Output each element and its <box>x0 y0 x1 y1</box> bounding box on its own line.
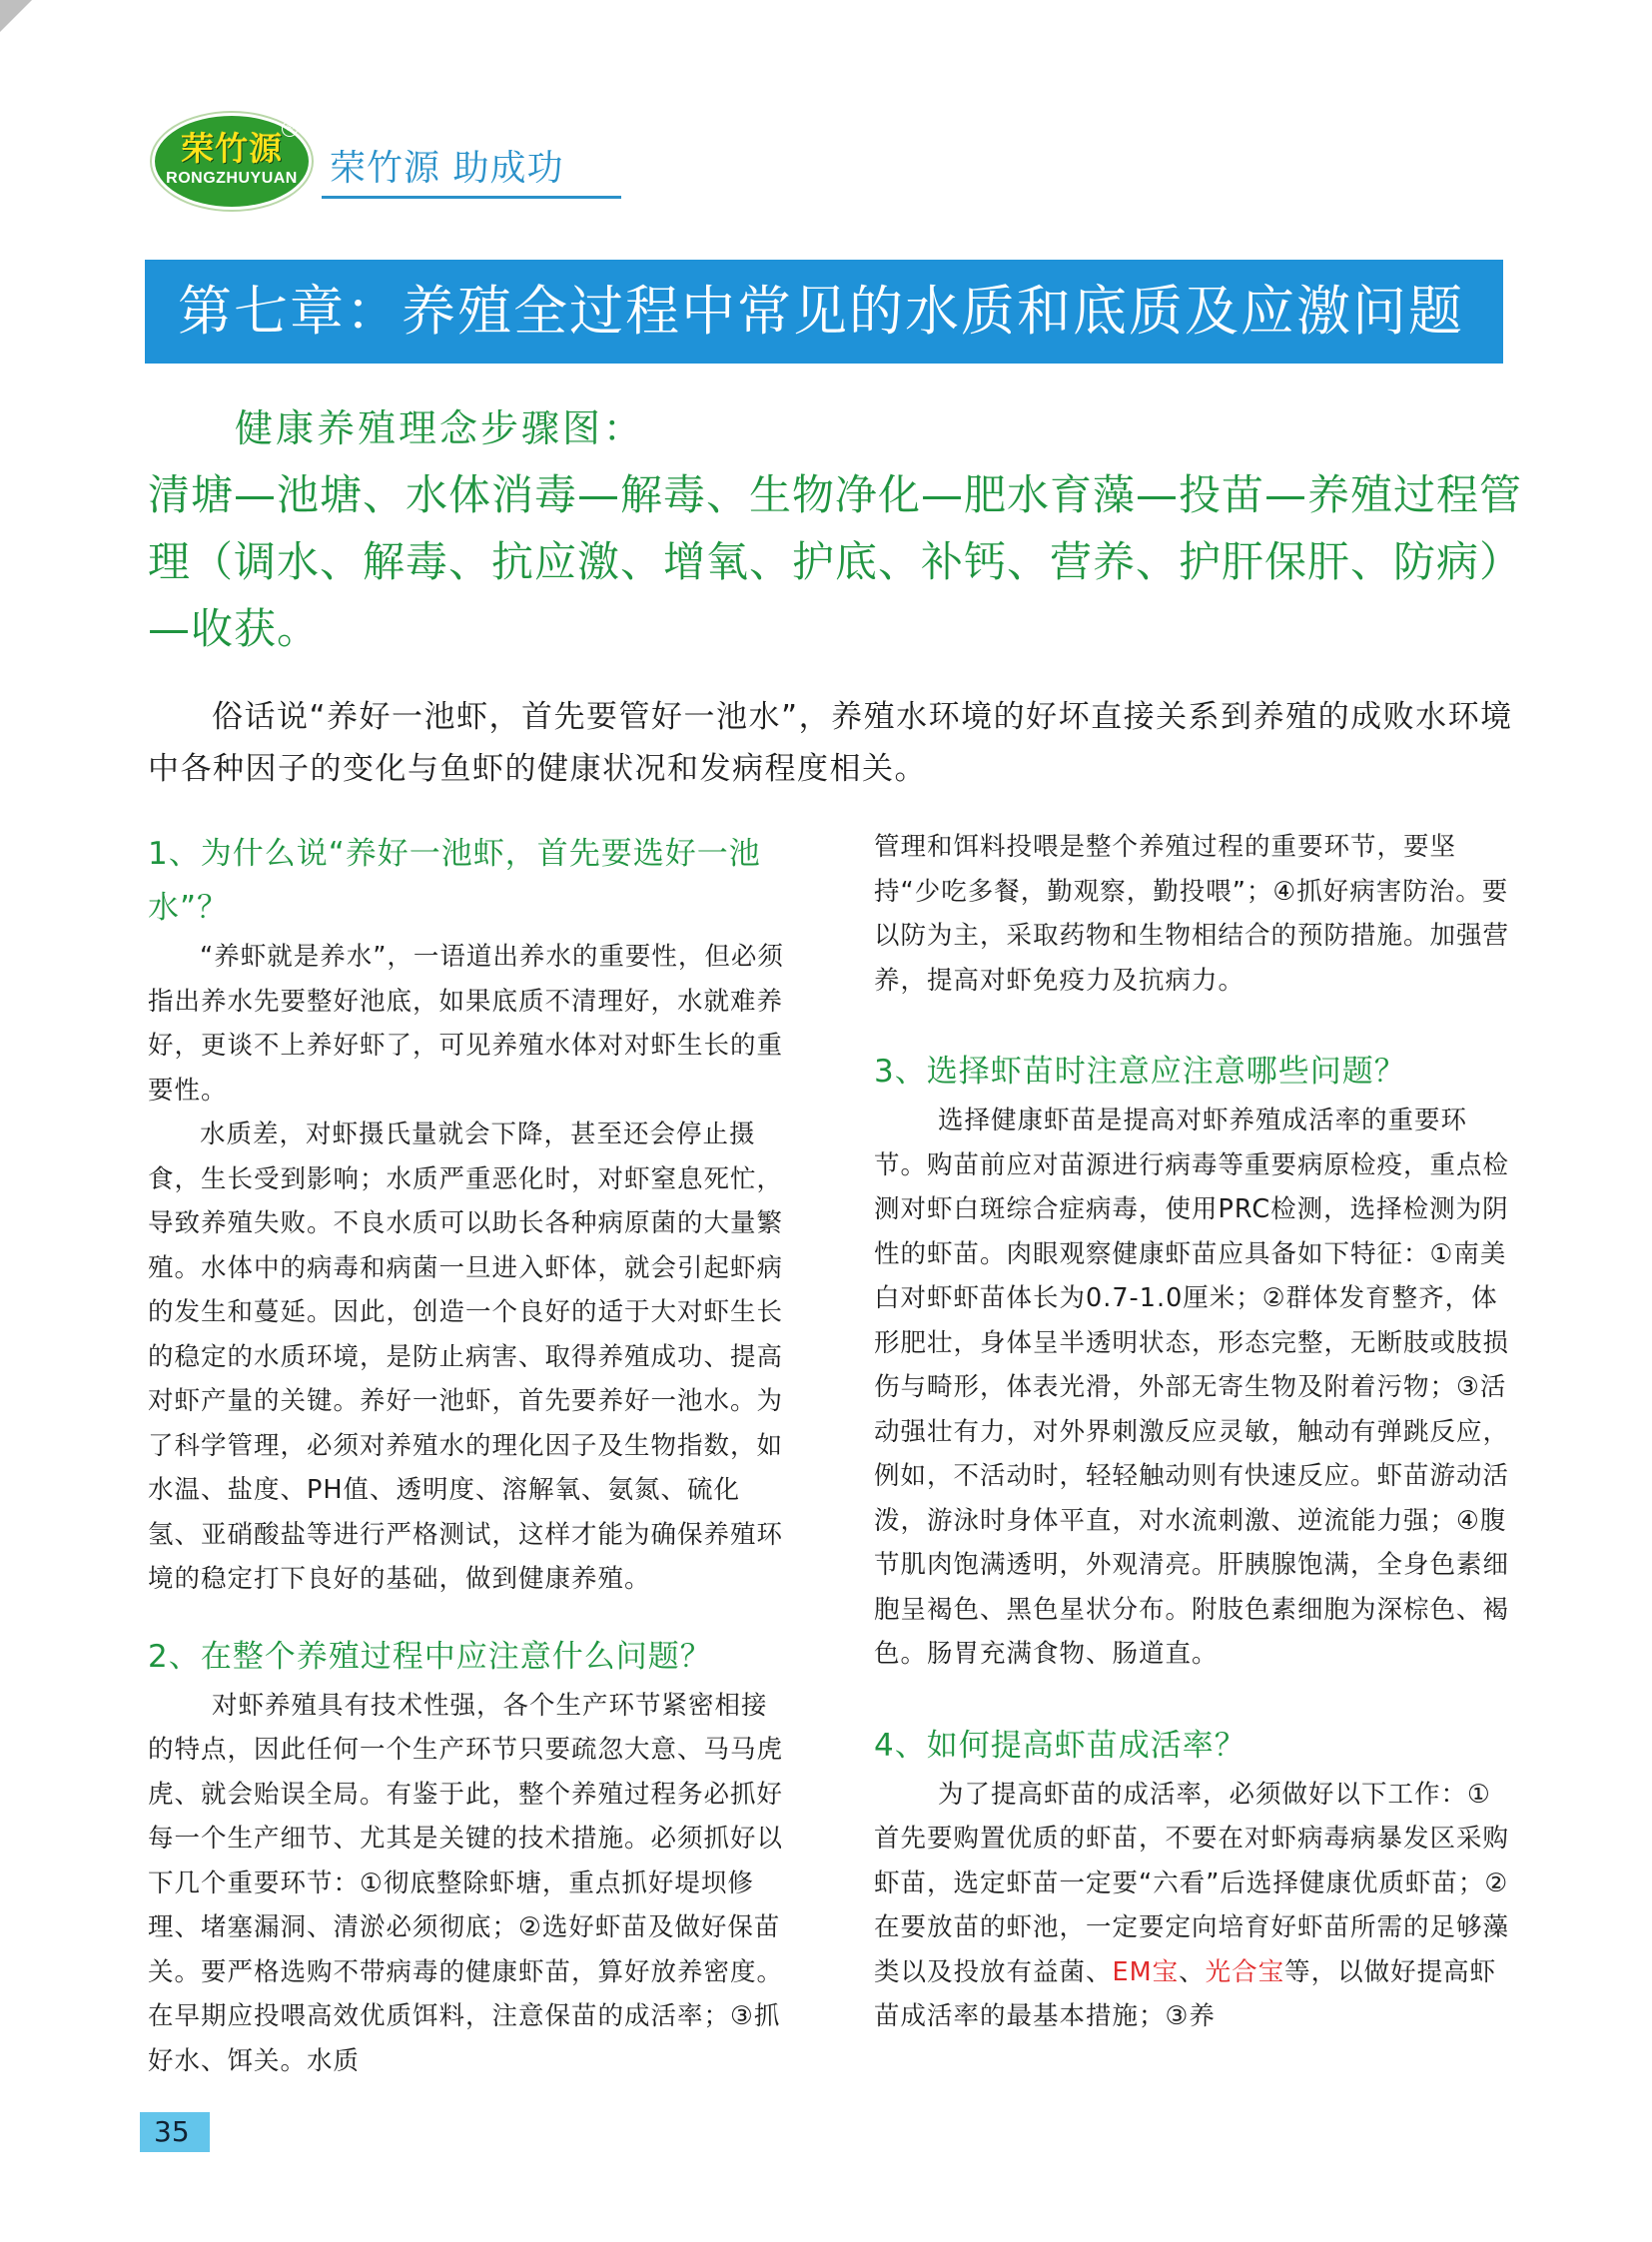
section-3-paragraph-1 <box>874 1099 1513 1677</box>
page-number: 35 <box>154 2115 190 2148</box>
section-4-separator: 、 <box>1179 1956 1206 1987</box>
logo-english-name: RONGZHUYUAN <box>166 170 298 187</box>
section-1-heading: 1、为什么说“养好一池虾，首先要选好一池水”？ <box>148 836 761 926</box>
section-1-paragraph-2 <box>148 1113 787 1602</box>
left-column <box>148 827 787 2083</box>
product-guanghe-bao: 光合宝 <box>1205 1956 1285 1987</box>
section-4-heading: 4、如何提高虾苗成活率？ <box>874 1727 1246 1764</box>
flow-steps-text: 清塘—池塘、水体消毒—解毒、生物净化—肥水育藻—投苗—养殖过程管理（调水、解毒、抗应激、增氧、护底、补钙、营养、护肝保肝、防病）—收获。 <box>148 470 1523 653</box>
section-1-paragraph-1-text: “养虾就是养水”，一语道出养水的重要性，但必须指出养水先要整好池底，如果底质不清理好，水就难养好，更谈不上养好虾了，可见养殖水体对对虾生长的重要性。 <box>148 942 784 1106</box>
product-em-bao: EM宝 <box>1112 1956 1180 1987</box>
section-1-paragraph-2-text: 水质差，对虾摄氏量就会下降，甚至还会停止摄食，生长受到影响；水质严重恶化时，对虾窒息死忙，导致养殖失败。不良水质可以助长各种病原菌的大量繁殖。水体中的病毒和病菌一旦进入虾体，就会引起虾病的发生和蔓延。因此，创造一个良好的适于大对虾生长的稳定的水质环境，是防止病害、取得养殖成功、提高对虾产量的关键。养好一池虾，首先要养好一池水。为了科学管理，必须对养殖水的理化因子及生物指数，如水温、盐度、PH值、透明度、溶解氧、氨氮、硫化氢、亚硝酸盐等进行严格测试，这样才能为确保养殖环境的稳定打下良好的基础，做到健康养殖。 <box>148 1120 784 1594</box>
flow-heading: 健康养殖理念步骤图： <box>235 406 645 450</box>
intro-paragraph <box>148 691 1516 795</box>
section-2-continuation: 管理和饵料投喂是整个养殖过程的重要环节，要坚持“少吃多餐，勤观察，勤投喂”；④抓好病害防治。要以防为主，采取药物和生物相结合的预防措施。加强营养，提高对虾免疫力及抗病力。 <box>874 832 1510 996</box>
section-3-heading: 3、选择虾苗时注意应注意哪些问题？ <box>874 1054 1406 1090</box>
brand-logo <box>152 113 312 210</box>
section-4-text-a: 为了提高虾苗的成活率，必须做好以下工作：①首先要购置优质的虾苗，不要在对虾病毒病暴发区采购虾苗，选定虾苗一定要“六看”后选择健康优质虾苗；②在要放苗的虾池，一定要定向培育好虾苗所需的足够藻类以及投放有益菌、 <box>874 1779 1510 1987</box>
header-slogan: 荣竹源 助成功 <box>330 148 564 189</box>
section-1-paragraph-1 <box>148 935 787 1113</box>
slogan-underline <box>322 196 621 199</box>
right-column <box>874 825 1513 2039</box>
section-4-text-b: 等，以做好提高虾苗成活率的最基本措施；③养 <box>874 1956 1497 2031</box>
section-2-paragraph-1-text: 对虾养殖具有技术性强，各个生产环节紧密相接的特点，因此任何一个生产环节只要疏忽大意、马马虎虎、就会贻误全局。有鉴于此，整个养殖过程务必抓好每一个生产细节、尤其是关键的技术措施。必须抓好以下几个重要环节：①彻底整除虾塘，重点抓好堤坝修理、堵塞漏洞、清淤必须彻底；②选好虾苗及做好保苗关。要严格选购不带病毒的健康虾苗，算好放养密度。在早期应投喂高效优质饵料，注意保苗的成活率；③抓好水、饵关。水质 <box>148 1690 784 2076</box>
logo-chinese-name: 荣竹源 <box>181 129 283 168</box>
section-4-paragraph-1 <box>874 1773 1513 2039</box>
intro-text: 俗话说“养好一池虾，首先要管好一池水”，养殖水环境的好坏直接关系到养殖的成败水环境中各种因子的变化与鱼虾的健康状况和发病程度相关。 <box>148 699 1513 787</box>
section-2-heading: 2、在整个养殖过程中应注意什么问题？ <box>148 1638 712 1675</box>
section-3-paragraph-1-text: 选择健康虾苗是提高对虾养殖成活率的重要环节。购苗前应对苗源进行病毒等重要病原检疫，重点检测对虾白斑综合症病毒，使用PRC检测，选择检测为阴性的虾苗。肉眼观察健康虾苗应具备如下特征：①南美白对虾虾苗体长为0.7-1.0厘米；②群体发育整齐，体形肥壮，身体呈半透明状态，形态完整，无断肢或肢损伤与畸形，体表光滑，外部无寄生物及附着污物；③活动强壮有力，对外界刺激反应灵敏，触动有弹跳反应，例如，不活动时，轻轻触动则有快速反应。虾苗游动活泼，游泳时身体平直，对水流刺激、逆流能力强；④腹节肌肉饱满透明，外观清亮。肝胰腺饱满，全身色素细胞呈褐色、黑色星状分布。附肢色素细胞为深棕色、褐色。肠胃充满食物、肠道直。 <box>874 1106 1510 1669</box>
section-2-paragraph-1 <box>148 1684 787 2084</box>
chapter-title: 第七章：养殖全过程中常见的水质和底质及应激问题 <box>178 280 1464 343</box>
page-corner-fold <box>0 0 32 32</box>
registered-mark-icon: ® <box>282 121 298 137</box>
